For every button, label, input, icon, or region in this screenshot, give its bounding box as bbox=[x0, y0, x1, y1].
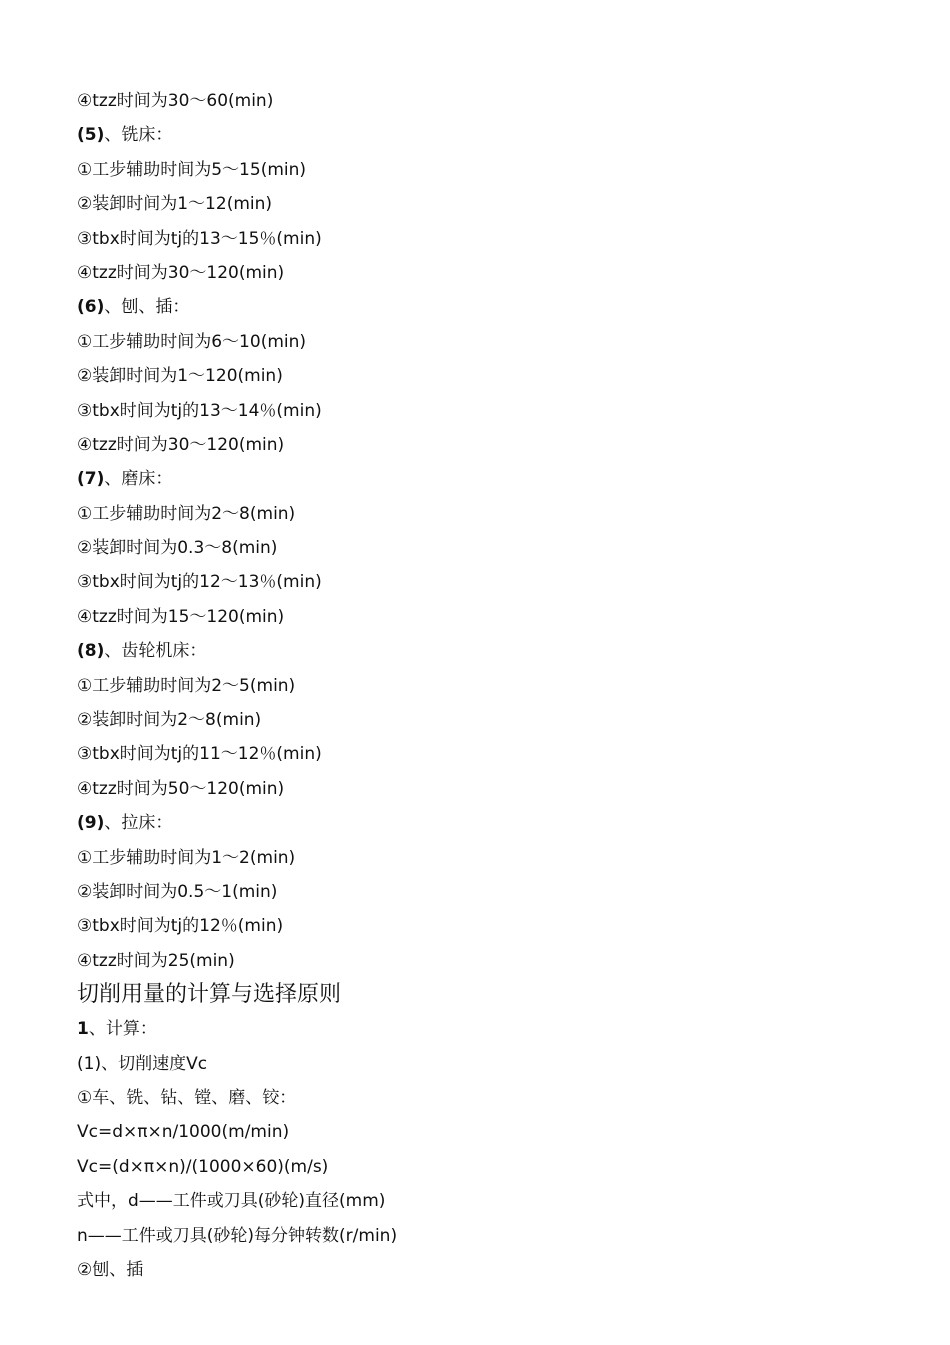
document-page bbox=[77, 84, 897, 1287]
text-line: ③tbx时间为tj的13～14％(min) bbox=[77, 400, 322, 421]
text-line: n——工件或刀具(砂轮)每分钟转数(r/min) bbox=[77, 1225, 398, 1246]
section-heading bbox=[77, 806, 897, 840]
text-line: ③tbx时间为tj的13～15％(min) bbox=[77, 228, 322, 249]
text-line: Vc=d×π×n/1000(m/min) bbox=[77, 1122, 290, 1143]
text-line: ①工步辅助时间为2～5(min) bbox=[77, 675, 296, 696]
heading-number: 1 bbox=[77, 1019, 89, 1040]
text-line: ④tzz时间为30～120(min) bbox=[77, 262, 285, 283]
heading-text: 、拉床： bbox=[104, 813, 173, 834]
text-line: ①工步辅助时间为1～2(min) bbox=[77, 847, 296, 868]
calculation-list bbox=[77, 1012, 897, 1287]
heading-text: 、刨、插： bbox=[104, 297, 190, 318]
text-line: ④tzz时间为25(min) bbox=[77, 950, 235, 971]
heading-number: (5) bbox=[77, 125, 105, 146]
text-line: ①工步辅助时间为5～15(min) bbox=[77, 159, 307, 180]
heading-number: (7) bbox=[77, 469, 105, 490]
text-line: ②装卸时间为0.3～8(min) bbox=[77, 538, 278, 559]
section-heading bbox=[77, 462, 897, 496]
section-heading bbox=[77, 290, 897, 324]
text-line: Vc=(d×π×n)/(1000×60)(m/s) bbox=[77, 1156, 329, 1177]
text-line: ①车、铣、钻、镗、磨、铰： bbox=[77, 1087, 297, 1108]
heading-text: 、磨床： bbox=[104, 469, 173, 490]
text-line: 式中，d——工件或刀具(砂轮)直径(mm) bbox=[77, 1191, 386, 1212]
text-line: ①工步辅助时间为6～10(min) bbox=[77, 331, 307, 352]
section-title: 切削用量的计算与选择原则 bbox=[77, 982, 342, 1008]
text-line: (1)、切削速度Vc bbox=[77, 1053, 208, 1074]
heading-text: 、计算： bbox=[88, 1019, 157, 1040]
heading-number: (9) bbox=[77, 813, 105, 834]
text-line: ④tzz时间为15～120(min) bbox=[77, 606, 285, 627]
heading-text: 、铣床： bbox=[104, 125, 173, 146]
text-line: ③tbx时间为tj的12％(min) bbox=[77, 916, 284, 937]
text-line: ②刨、插 bbox=[77, 1259, 144, 1280]
text-line: ②装卸时间为1～12(min) bbox=[77, 194, 273, 215]
text-line: ②装卸时间为1～120(min) bbox=[77, 366, 283, 387]
text-line: ④tzz时间为50～120(min) bbox=[77, 778, 285, 799]
text-line: ③tbx时间为tj的12～13％(min) bbox=[77, 572, 322, 593]
machine-time-list bbox=[77, 84, 897, 978]
text-line: ①工步辅助时间为2～8(min) bbox=[77, 503, 296, 524]
text-line: ③tbx时间为tj的11～12％(min) bbox=[77, 744, 322, 765]
heading-text: 、齿轮机床： bbox=[104, 641, 207, 662]
text-line: ②装卸时间为0.5～1(min) bbox=[77, 881, 278, 902]
heading-number: (8) bbox=[77, 641, 105, 662]
text-line: ②装卸时间为2～8(min) bbox=[77, 710, 262, 731]
section-heading bbox=[77, 634, 897, 668]
section-heading bbox=[77, 118, 897, 152]
text-line: ④tzz时间为30～60(min) bbox=[77, 91, 274, 111]
heading-number: (6) bbox=[77, 297, 105, 318]
section-heading bbox=[77, 1012, 897, 1046]
text-line: ④tzz时间为30～120(min) bbox=[77, 434, 285, 455]
